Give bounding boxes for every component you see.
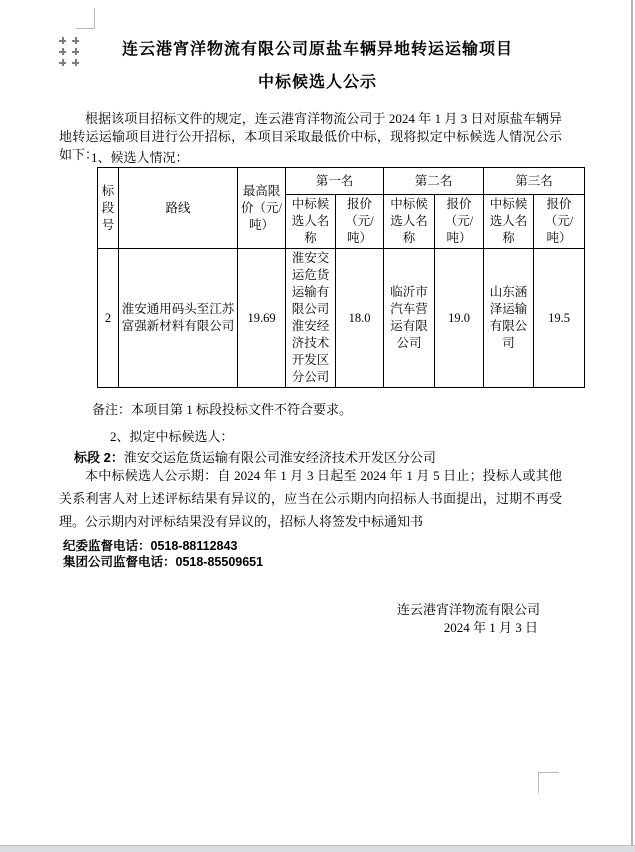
candidates-table [97,167,585,388]
col-header-bid-price-3: 报价（元/吨） [534,195,585,249]
document-title-line2: 中标候选人公示 [257,74,377,91]
note-line: 备注：本项目第 1 标段投标文件不符合要求。 [92,402,353,417]
cell-rank1-name: 淮安交运危货运输有限公司淮安经济技术开发区分公司 [286,249,336,388]
col-header-candidate-name-2: 中标候选人名称 [384,195,435,249]
cell-rank2-name: 临沂市汽车营运有限公司 [384,249,435,388]
signature-company: 连云港宵洋物流有限公司 [396,602,540,617]
col-header-bid-price-1: 报价（元/吨） [336,195,384,249]
cell-max-price: 19.69 [238,249,286,388]
cell-route: 淮安通用码头至江苏富强新材料有限公司 [119,249,238,388]
cell-rank3-name: 山东涵泽运输有限公司 [484,249,534,388]
dot-icon [59,59,66,66]
winner-name: 淮安交运危货运输有限公司淮安经济技术开发区分公司 [123,450,436,465]
col-header-route: 路线 [119,168,238,249]
col-header-rank-1: 第一名 [286,168,384,195]
col-header-candidate-name-3: 中标候选人名称 [484,195,534,249]
signature-date: 2024 年 1 月 3 日 [443,620,538,635]
cell-rank3-price: 19.5 [534,249,585,388]
col-header-candidate-name-1: 中标候选人名称 [286,195,336,249]
section1-heading: 1、候选人情况： [91,150,189,165]
table-header-row-1 [98,168,585,195]
crop-mark-top-left-icon [76,28,95,29]
winner-label: 标段 2： [74,450,124,465]
crop-mark-top-left-icon [94,8,95,29]
page-bottom-edge [0,845,635,852]
col-header-rank-3: 第三名 [484,168,585,195]
col-header-max-price: 最高限价（元/吨） [238,168,286,249]
group-phone-line: 集团公司监督电话：0518-85509651 [63,555,264,569]
cell-section-no: 2 [98,249,119,388]
dot-icon [72,59,79,66]
col-header-section-no: 标段号 [98,168,119,249]
intro-paragraph: 根据该项目招标文件的规定，连云港宵洋物流公司于 2024 年 1 月 3 日对原盐车辆异地转运运输项目进行公开招标，本项目采取最低价中标，现将拟定中标候选人情况公示如下： [59,111,562,162]
section2-heading: 2、拟定中标候选人： [110,429,234,444]
col-header-rank-2: 第二名 [384,168,484,195]
crop-mark-bottom-right-icon [538,772,559,773]
crop-mark-bottom-right-icon [538,772,539,793]
col-header-bid-price-2: 报价（元/吨） [435,195,484,249]
document-title-line1: 连云港宵洋物流有限公司原盐车辆异地转运运输项目 [121,41,513,58]
discipline-phone-line: 纪委监督电话：0518-88112843 [63,539,238,553]
cell-rank1-price: 18.0 [336,249,384,388]
publicity-paragraph: 本中标候选人公示期：自 2024 年 1 月 3 日起至 2024 年 1 月 5 日止；投标人或其他关系利害人对上述评标结果有异议的，应当在公示期内向招标人书面提出，过期不再受理。公示期内对评标结果没有异议的，招标人将签发中标通知书 [59,468,562,529]
table-row [98,249,585,388]
page-right-edge [631,0,633,846]
cell-rank2-price: 19.0 [435,249,484,388]
